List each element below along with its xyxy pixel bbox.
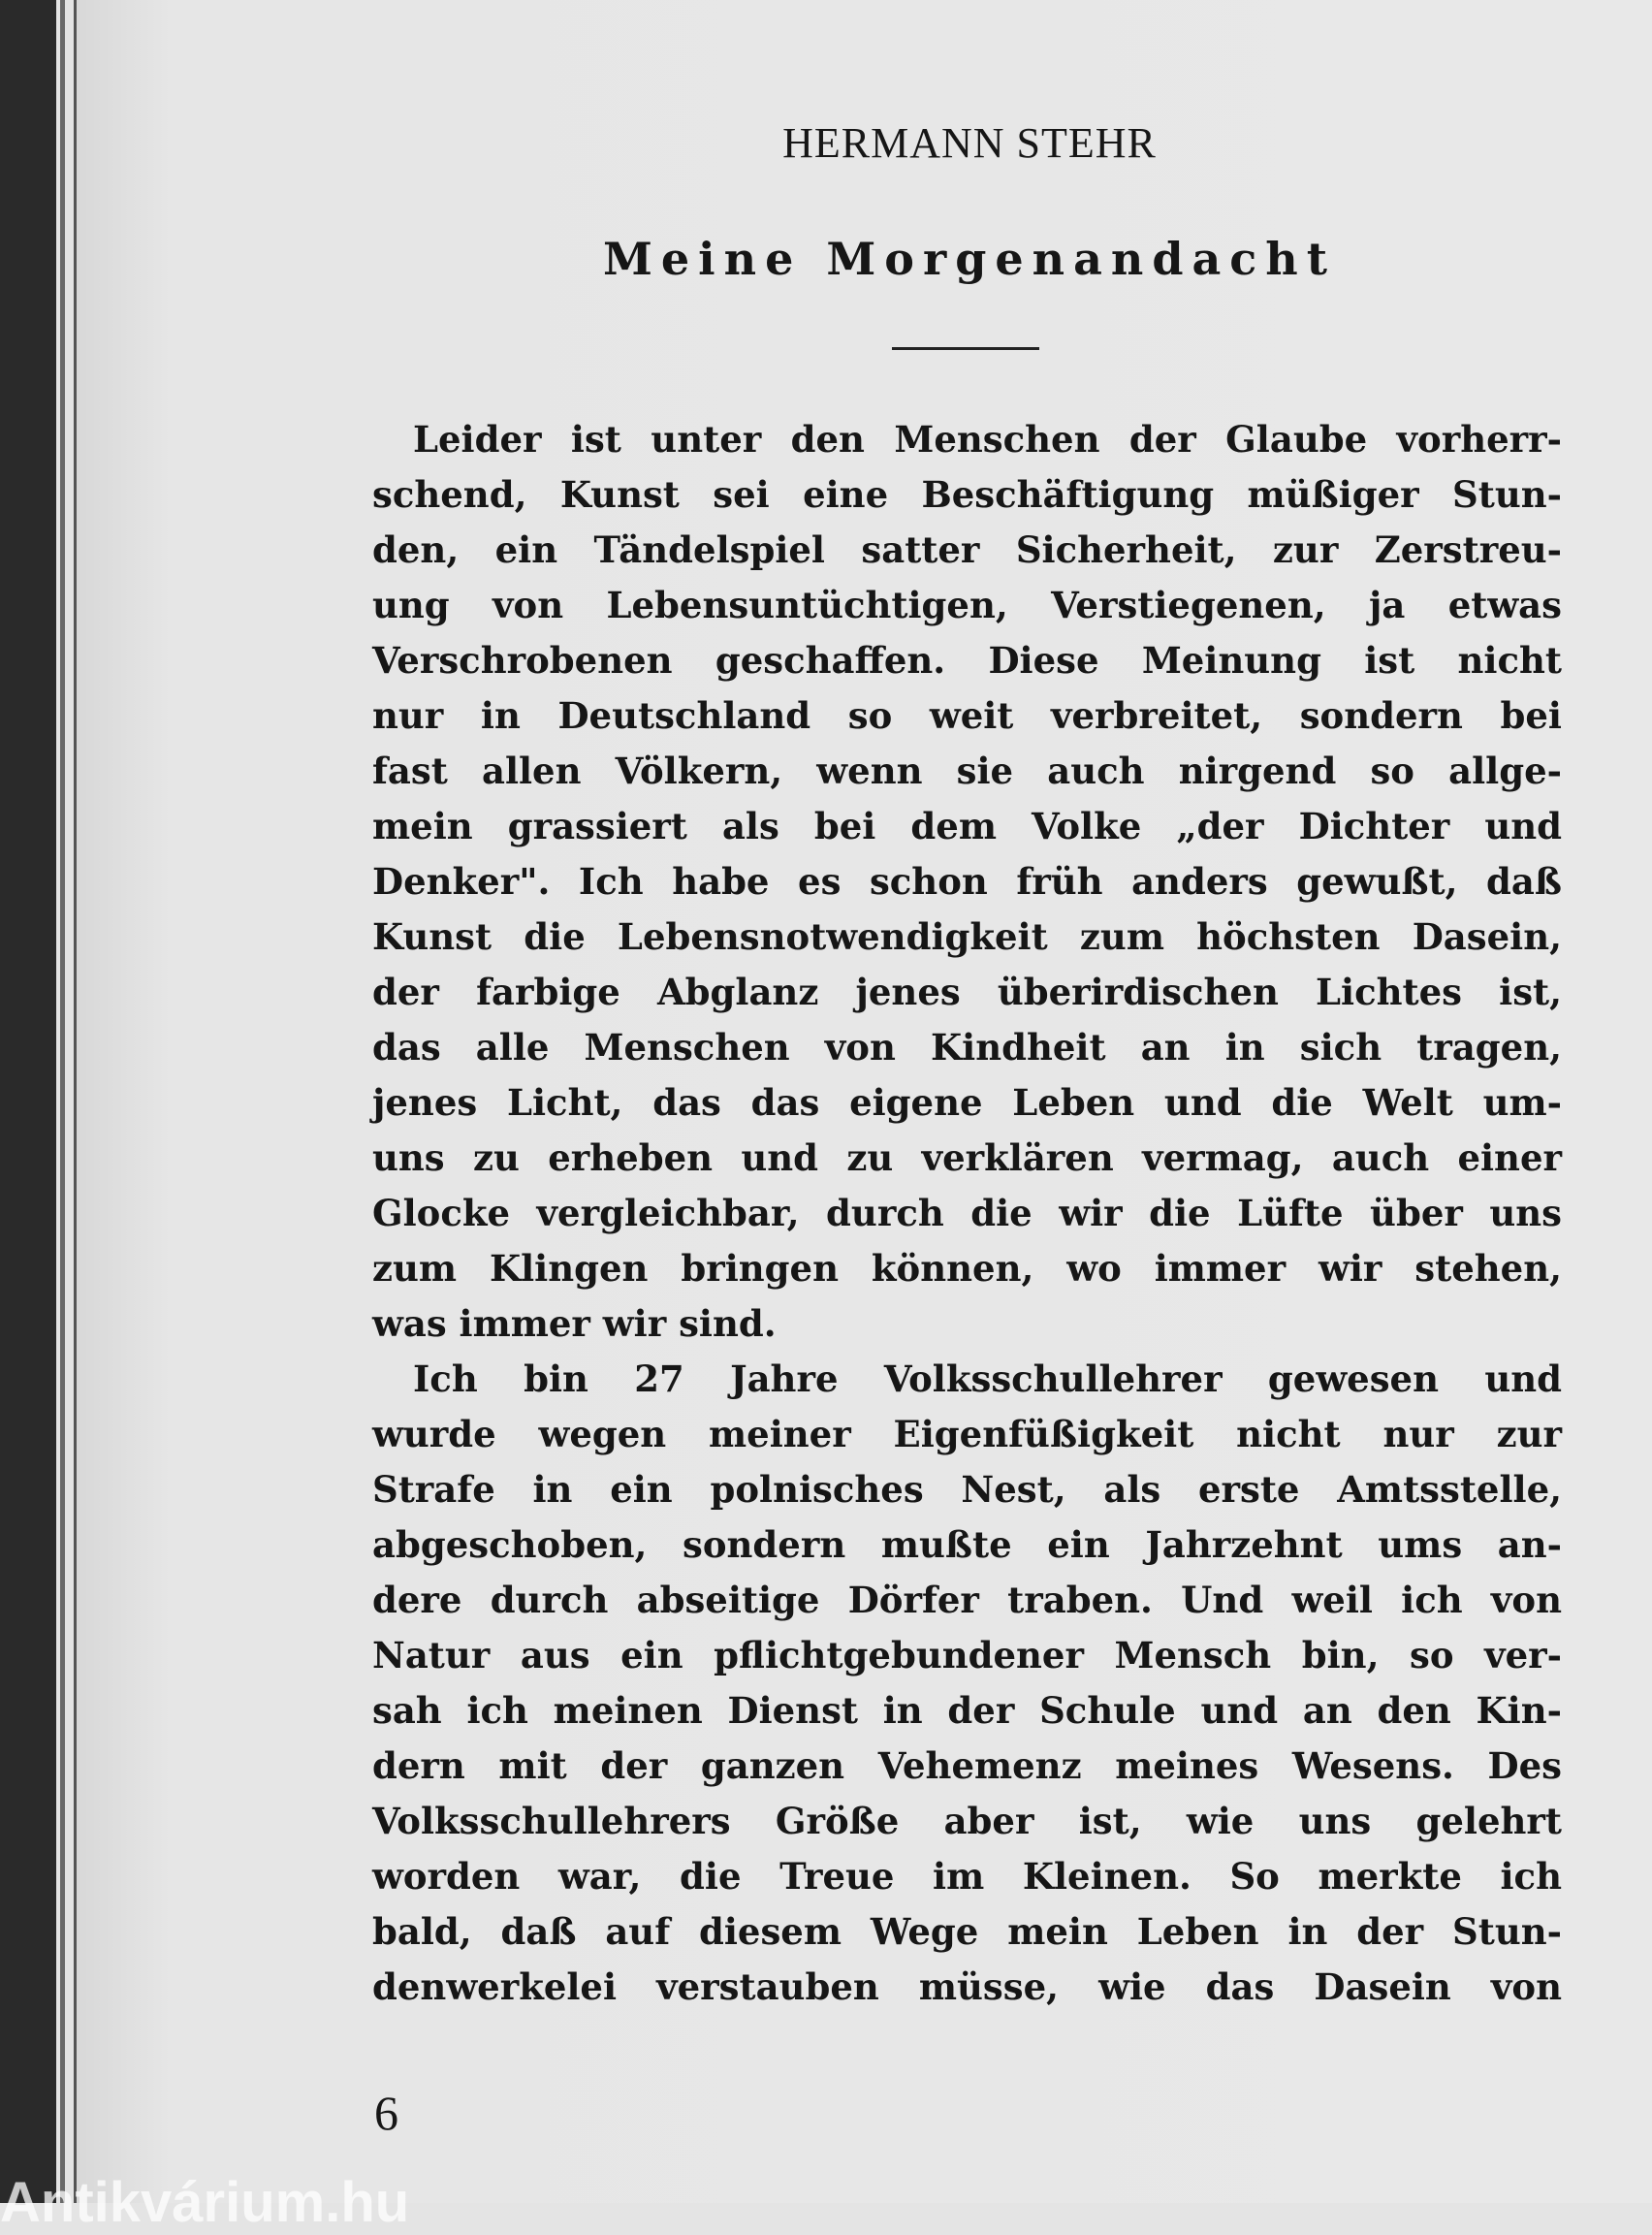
text-line: Ich bin 27 Jahre Volksschullehrer gewesen und (413, 1357, 1562, 1400)
text-line: worden war, die Treue im Kleinen. So merkte ich (372, 1855, 1562, 1898)
text-line: das alle Menschen von Kindheit an in sich tragen, (372, 1026, 1562, 1069)
title-divider (892, 347, 1039, 350)
text-line: Natur aus ein pflichtgebundener Mensch bin, so ver- (372, 1634, 1562, 1676)
text-line: mein grassiert als bei dem Volke „der Dichter und (372, 805, 1562, 847)
text-line: fast allen Völkern, wenn sie auch nirgend so allge- (372, 750, 1562, 792)
text-line: jenes Licht, das das eigene Leben und die Welt um- (372, 1081, 1562, 1124)
text-line: Verschrobenen geschaffen. Diese Meinung ist nicht (372, 639, 1562, 682)
text-line: ung von Lebensuntüchtigen, Verstiegenen, ja etwas (372, 584, 1562, 626)
text-line: denwerkelei verstauben müsse, wie das Dasein von (372, 1965, 1562, 2008)
text-line: sah ich meinen Dienst in der Schule und an den Kin- (372, 1689, 1562, 1732)
chapter-title: Meine Morgenandacht (602, 233, 1337, 285)
book-spine-shadow (0, 0, 56, 2203)
text-line: bald, daß auf diesem Wege mein Leben in der Stun- (372, 1910, 1562, 1953)
text-line: Strafe in ein polnisches Nest, als erste Amtsstelle, (372, 1468, 1562, 1511)
text-line: wurde wegen meiner Eigenfüßigkeit nicht nur zur (372, 1413, 1562, 1455)
body-text (372, 412, 1562, 2015)
text-line: uns zu erheben und zu verklären vermag, auch einer (372, 1136, 1562, 1179)
text-line: den, ein Tändelspiel satter Sicherheit, zur Zerstreu- (372, 528, 1562, 571)
text-line: Volksschullehrers Größe aber ist, wie uns gelehrt (372, 1800, 1562, 1842)
text-line: zum Klingen bringen können, wo immer wir stehen, (372, 1247, 1562, 1290)
text-line: dere durch abseitige Dörfer traben. Und weil ich von (372, 1579, 1562, 1621)
text-line: Glocke vergleichbar, durch die wir die Lüfte über uns (372, 1192, 1562, 1234)
author-name: HERMANN STEHR (782, 119, 1157, 167)
text-line: der farbige Abglanz jenes überirdischen Lichtes ist, (372, 971, 1562, 1013)
text-line: nur in Deutschland so weit verbreitet, sondern bei (372, 694, 1562, 737)
text-line: Kunst die Lebensnotwendigkeit zum höchsten Dasein, (372, 915, 1562, 958)
text-line: was immer wir sind. (372, 1302, 777, 1345)
text-line: Denker". Ich habe es schon früh anders gewußt, daß (372, 860, 1562, 903)
text-line: dern mit der ganzen Vehemenz meines Wesens. Des (372, 1744, 1562, 1787)
watermark: Antikvárium.hu (0, 2171, 410, 2234)
text-line: abgeschoben, sondern mußte ein Jahrzehnt ums an- (372, 1523, 1562, 1566)
text-line: schend, Kunst sei eine Beschäftigung müßiger Stun- (372, 473, 1562, 516)
page-number: 6 (374, 2086, 398, 2140)
page-edge (60, 0, 65, 2203)
text-line: Leider ist unter den Menschen der Glaube vorherr- (413, 418, 1562, 461)
